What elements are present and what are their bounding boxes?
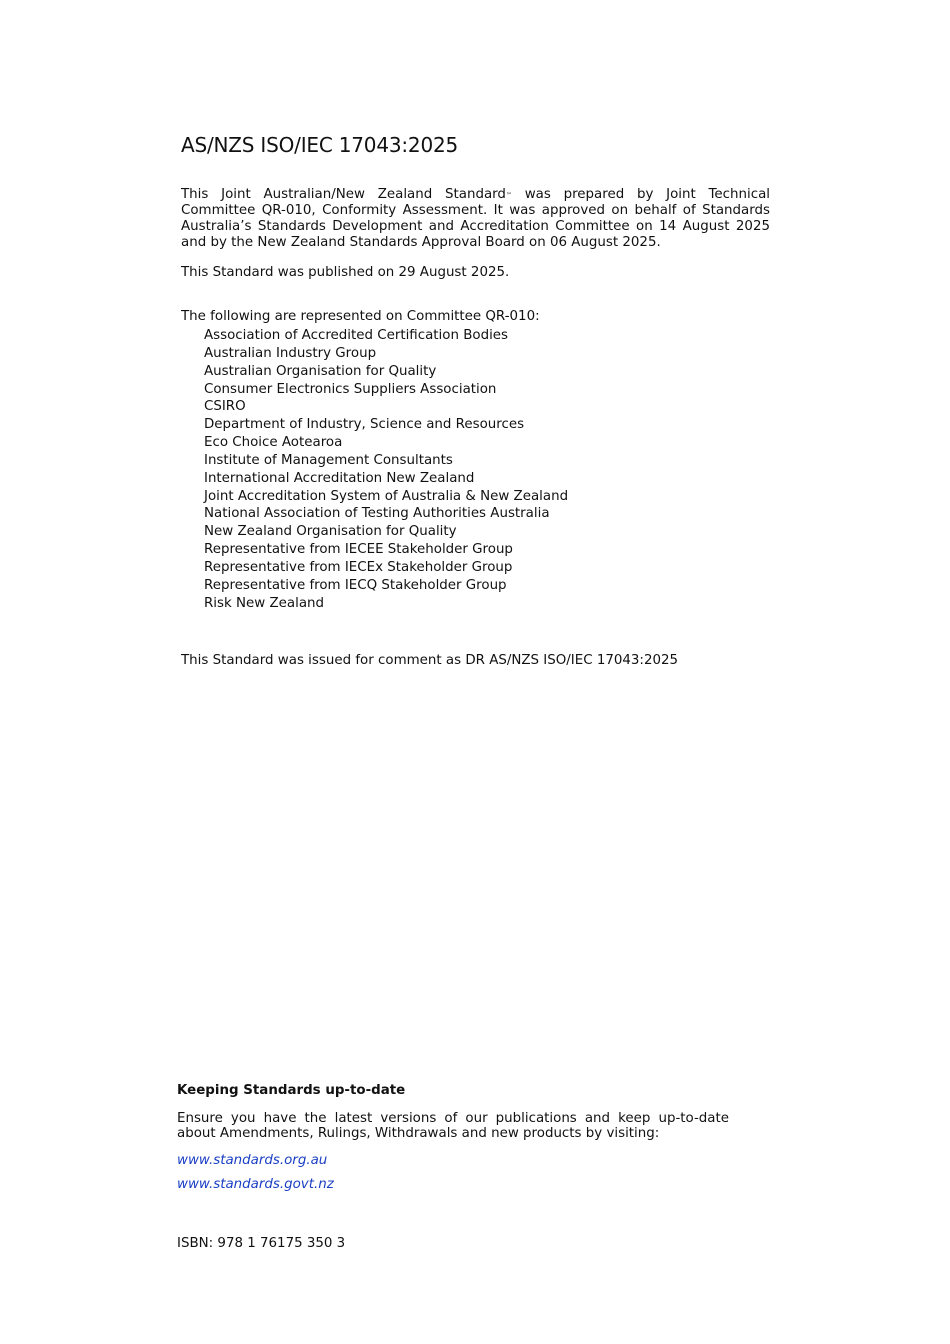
committee-member: Australian Organisation for Quality [204, 363, 437, 379]
isbn-text: ISBN: 978 1 76175 350 3 [177, 1236, 346, 1251]
committee-member: Consumer Electronics Suppliers Association [204, 381, 497, 397]
committee-member: Department of Industry, Science and Resources [204, 417, 525, 433]
keeping-up-to-date-heading: Keeping Standards up-to-date [177, 1083, 406, 1098]
committee-member: Eco Choice Aotearoa [204, 435, 343, 451]
committee-member: Institute of Management Consultants [204, 452, 453, 468]
standards-australia-link[interactable]: www.standards.org.au [177, 1153, 328, 1168]
intro-text-end: was prepared by Joint Technical Committee QR-010, Conformity Assessment. It was approved on behalf of Standards Australia’s Standards Development and Accreditation Committee on 14 August 2025 and by the New Zealand Standards Approval Board on 06 August 2025. [181, 187, 771, 250]
committee-member: Representative from IECEx Stakeholder Group [204, 559, 513, 575]
committee-member: National Association of Testing Authorities Australia [204, 506, 550, 522]
committee-member: International Accreditation New Zealand [204, 470, 475, 486]
committee-member: New Zealand Organisation for Quality [204, 524, 457, 540]
keeping-up-to-date-text: Ensure you have the latest versions of our publications and keep up-to-date about Amendments, Rulings, Withdrawals and new products by visiting: [177, 1111, 729, 1141]
committee-member: Risk New Zealand [204, 595, 325, 611]
intro-paragraph [181, 187, 770, 251]
committee-heading: The following are represented on Committee QR-010: [181, 309, 540, 324]
trademark-symbol: ™ [505, 192, 512, 199]
published-date-text: This Standard was published on 29 August 2025. [181, 265, 510, 280]
committee-member: CSIRO [204, 399, 246, 415]
standard-title: AS/NZS ISO/IEC 17043:2025 [181, 133, 459, 157]
issued-for-comment-text: This Standard was issued for comment as DR AS/NZS ISO/IEC 17043:2025 [181, 653, 679, 668]
committee-member: Representative from IECEE Stakeholder Group [204, 542, 513, 558]
committee-member: Representative from IECQ Stakeholder Group [204, 577, 507, 593]
committee-member: Association of Accredited Certification Bodies [204, 328, 509, 343]
committee-member-list [204, 327, 568, 613]
committee-member: Australian Industry Group [204, 345, 377, 361]
intro-text-start: This Joint Australian/New Zealand Standard [181, 187, 506, 202]
standards-nz-link[interactable]: www.standards.govt.nz [177, 1177, 334, 1192]
committee-member: Joint Accreditation System of Australia & New Zealand [204, 488, 569, 504]
